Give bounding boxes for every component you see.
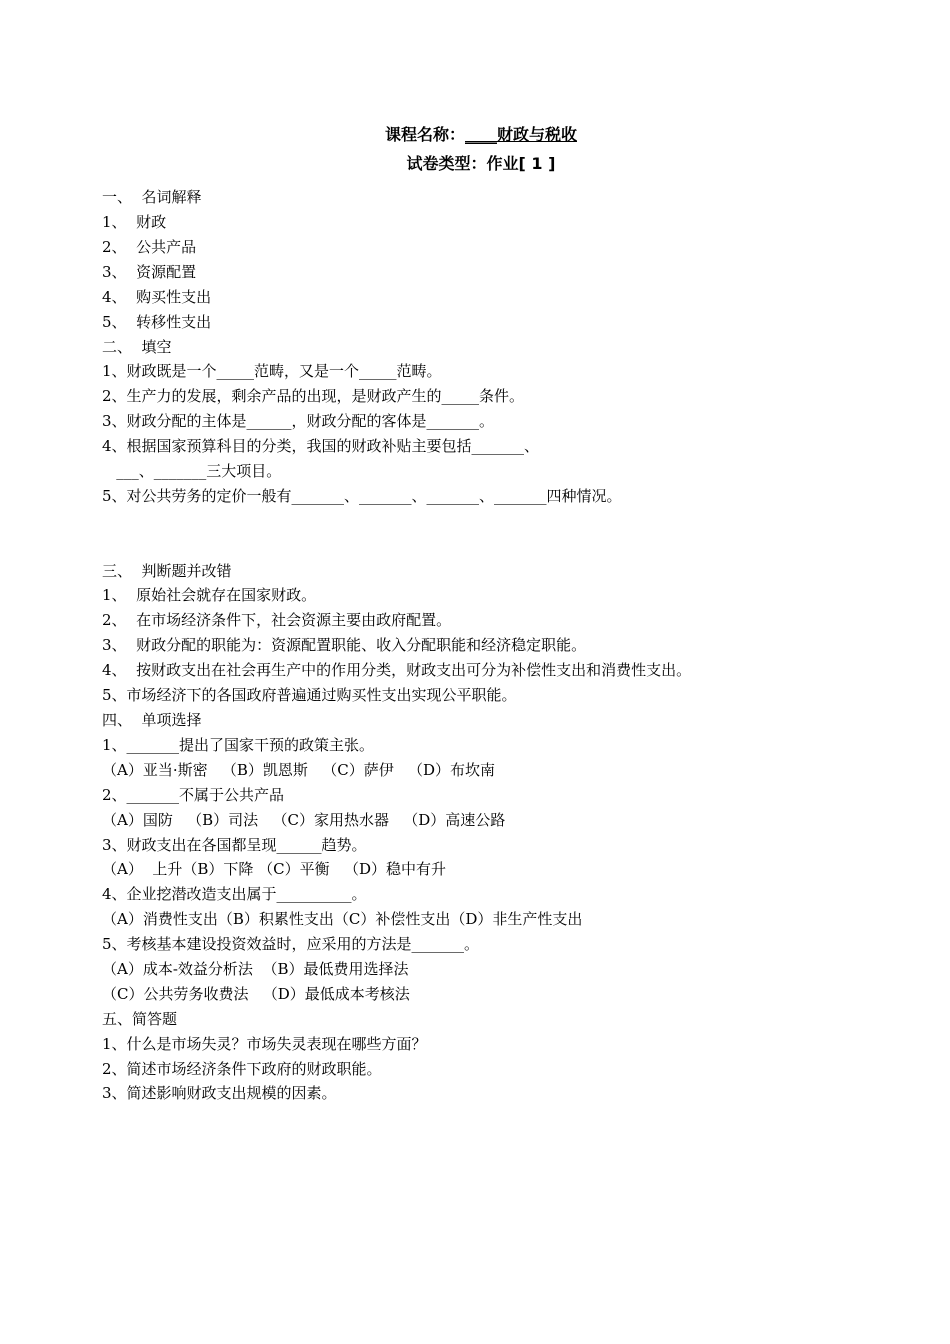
term-3: 3、 资源配置 [102,263,197,281]
fill-4-cont: ___、_______三大项目。 [102,462,282,480]
fill-3: 3、财政分配的主体是______，财政分配的客体是_______。 [102,412,495,430]
choice-1-options: （A）亚当·斯密 （B）凯恩斯 （C）萨伊 （D）布坎南 [102,761,496,779]
term-4: 4、 购买性支出 [102,288,212,306]
judge-2: 2、 在市场经济条件下，社会资源主要由政府配置。 [102,611,452,629]
short-answer-3: 3、简述影响财政支出规模的因素。 [102,1084,337,1102]
judge-4: 4、 按财政支出在社会再生产中的作用分类，财政支出可分为补偿性支出和消费性支出。 [102,661,692,679]
course-name: ____财政与税收 [465,125,578,144]
fill-4: 4、根据国家预算科目的分类，我国的财政补贴主要包括_______、 [102,437,540,455]
term-1: 1、 财政 [102,213,167,231]
choice-5: 5、考核基本建设投资效益时，应采用的方法是_______。 [102,935,480,953]
choice-3: 3、财政支出在各国都呈现______趋势。 [102,836,367,854]
choice-4: 4、企业挖潜改造支出属于__________。 [102,885,367,903]
course-label: 课程名称： [384,125,465,144]
fill-5: 5、对公共劳务的定价一般有_______、_______、_______、_______四种情况。 [102,487,622,505]
judge-1: 1、 原始社会就存在国家财政。 [102,586,317,604]
paper-type: 试卷类型：作业[ 1 ] [406,154,556,173]
choice-2: 2、_______不属于公共产品 [102,786,285,804]
section-4-heading: 四、 单项选择 [102,711,202,729]
section-5-heading: 五、简答题 [102,1010,178,1028]
course-title [0,124,950,146]
judge-3: 3、 财政分配的职能为：资源配置职能、收入分配职能和经济稳定职能。 [102,636,587,654]
choice-5-options-b: （C）公共劳务收费法 （D）最低成本考核法 [102,985,410,1003]
section-3-heading: 三、 判断题并改错 [102,562,232,580]
section-1-heading: 一、 名词解释 [102,188,202,206]
choice-5-options-a: （A）成本-效益分析法 （B）最低费用选择法 [102,960,409,978]
term-5: 5、 转移性支出 [102,313,212,331]
choice-2-options: （A）国防 （B）司法 （C）家用热水器 （D）高速公路 [102,811,506,829]
choice-3-options: （A） 上升（B）下降 （C）平衡 （D）稳中有升 [102,860,446,878]
judge-5: 5、市场经济下的各国政府普遍通过购买性支出实现公平职能。 [102,686,517,704]
fill-2: 2、生产力的发展，剩余产品的出现，是财政产生的_____条件。 [102,387,525,405]
term-2: 2、 公共产品 [102,238,197,256]
choice-4-options: （A）消费性支出（B）积累性支出（C）补偿性支出（D）非生产性支出 [102,910,583,928]
fill-1: 1、财政既是一个_____范畴，又是一个_____范畴。 [102,362,442,380]
section-2-heading: 二、 填空 [102,338,172,356]
short-answer-2: 2、简述市场经济条件下政府的财政职能。 [102,1060,382,1078]
choice-1: 1、_______提出了国家干预的政策主张。 [102,736,375,754]
short-answer-1: 1、什么是市场失灵？市场失灵表现在哪些方面？ [102,1035,427,1053]
